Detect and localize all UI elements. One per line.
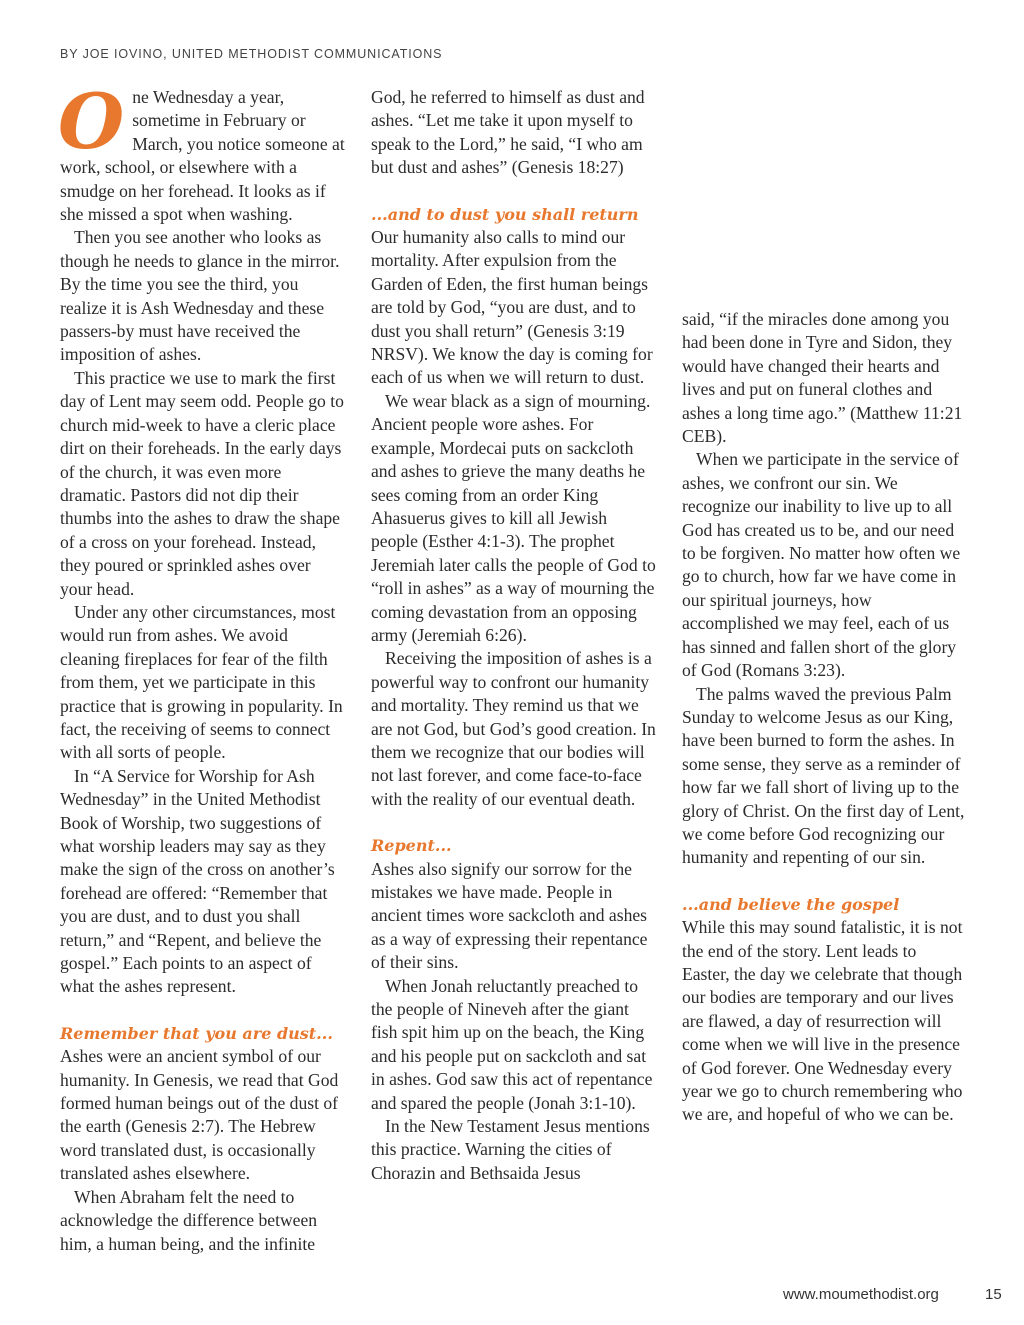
article-column-1 (58, 77, 345, 1256)
article-column-2 (371, 86, 656, 1185)
section-heading: ...and believe the gospel (682, 894, 900, 914)
paragraph: This practice we use to mark the first day of Lent may seem odd. People go to church mid-week to have a cleric place dirt on their foreheads. In the early days of the church, it was even more dramatic. Pastors did not dip their thumbs into the ashes to draw the shape of a cross on your forehead. Instead, they poured or sprinkled ashes over your head. (60, 367, 344, 599)
paragraph: Ashes were an ancient symbol of our humanity. In Genesis, we read that God formed human beings out of the dust of the earth (Genesis 2:7). The Hebrew word translated dust, is occasionally translated ashes elsewhere. (60, 1046, 339, 1184)
paragraph: When we participate in the service of ashes, we confront our sin. We recognize our inability to live up to all God has created us to be, and our need to be forgiven. No matter how often we go to church, how far we have come in our spiritual journeys, how accomplished we may feel, each of us has sinned and fallen short of the glory of God (Romans 3:23). (682, 449, 961, 681)
paragraph: While this may sound fatalistic, it is not the end of the story. Lent leads to Easter, the day we celebrate that though our bodies are temporary and our lives are flawed, a day of resurrection will come when we will live in the presence of God forever. One Wednesday every year we go to church remembering who we are, and hopeful of who we can be. (682, 917, 963, 1125)
byline: BY JOE IOVINO, UNITED METHODIST COMMUNICATIONS (60, 47, 443, 61)
paragraph: Receiving the imposition of ashes is a powerful way to confront our humanity and mortality. They remind us that we are not God, but God’s good creation. In them we recognize that our bodies will not last forever, and come face-to-face with the reality of our eventual death. (371, 648, 656, 809)
footer-website-link[interactable]: www.moumethodist.org (783, 1286, 939, 1303)
drop-cap: O (58, 77, 125, 166)
section-heading: Remember that you are dust... (60, 1023, 333, 1043)
paragraph: Under any other circumstances, most would run from ashes. We avoid cleaning fireplaces for fear of the filth from them, yet we participate in this practice that is growing in popularity. In fact, the receiving of seems to connect with all sorts of people. (60, 601, 343, 763)
paragraph: When Abraham felt the need to acknowledge the difference between him, a human being, and the infinite (60, 1186, 318, 1254)
article-column-3 (682, 308, 967, 1127)
paragraph: Then you see another who looks as though he needs to glance in the mirror. By the time you see the third, you realize it is Ash Wednesday and these passers-by must have received the imposition of ashes. (60, 227, 340, 365)
paragraph: Our humanity also calls to mind our mortality. After expulsion from the Garden of Eden, the first human beings are told by God, “you are dust, and to dust you shall return” (Genesis 3:19 NRSV). We know the day is coming for each of us when we will return to dust. (371, 227, 653, 388)
paragraph: We wear black as a sign of mourning. Ancient people wore ashes. For example, Mordecai puts on sackcloth and ashes to grieve the many deaths he sees coming from an order King Ahasuerus gives to kill all Jewish people (Esther 4:1-3). The prophet Jeremiah later calls the people of God to “roll in ashes” as a way of mourning the coming devastation from an opposing army (Jeremiah 6:26). (371, 390, 656, 645)
paragraph: Ashes also signify our sorrow for the mistakes we have made. People in ancient times wore sackcloth and ashes as a way of expressing their repentance of their sins. (371, 858, 648, 973)
paragraph: In the New Testament Jesus mentions this practice. Warning the cities of Chorazin and Bethsaida Jesus (371, 1116, 650, 1183)
paragraph: When Jonah reluctantly preached to the people of Nineveh after the giant fish spit him up on the beach, the King and his people put on sackcloth and sat in ashes. God saw this act of repentance and spared the people (Jonah 3:1-10). (371, 975, 653, 1113)
section-heading: Repent... (371, 836, 452, 856)
paragraph: ne Wednesday a year, sometime in February or March, you notice someone at work, school, or elsewhere with a smudge on her forehead. It looks as if she missed a spot when washing. (60, 87, 345, 225)
paragraph: In “A Service for Worship for Ash Wednesday” in the United Methodist Book of Worship, two suggestions of what worship leaders may say as they make the sign of the cross on another’s forehead are offered: “Remember that you are dust, and to dust you shall return,” and “Repent, and believe the gospel.” Each points to an aspect of what the ashes represent. (60, 765, 335, 997)
paragraph: The palms waved the previous Palm Sunday to welcome Jesus as our King, have been burned to form the ashes. In some sense, they serve as a reminder of how far we fall short of living up to the glory of Christ. On the first day of Lent, we come before God recognizing our humanity and repenting of our sin. (682, 683, 965, 868)
page-number: 15 (985, 1286, 1002, 1303)
paragraph: said, “if the miracles done among you had been done in Tyre and Sidon, they would have changed their hearts and lives and put on funeral clothes and ashes a long time ago.” (Matthew 11:21 CEB). (682, 309, 963, 447)
section-heading: ...and to dust you shall return (371, 204, 639, 224)
paragraph: God, he referred to himself as dust and ashes. “Let me take it upon myself to speak to the Lord,” he said, “I who am but dust and ashes” (Genesis 18:27) (371, 87, 645, 178)
